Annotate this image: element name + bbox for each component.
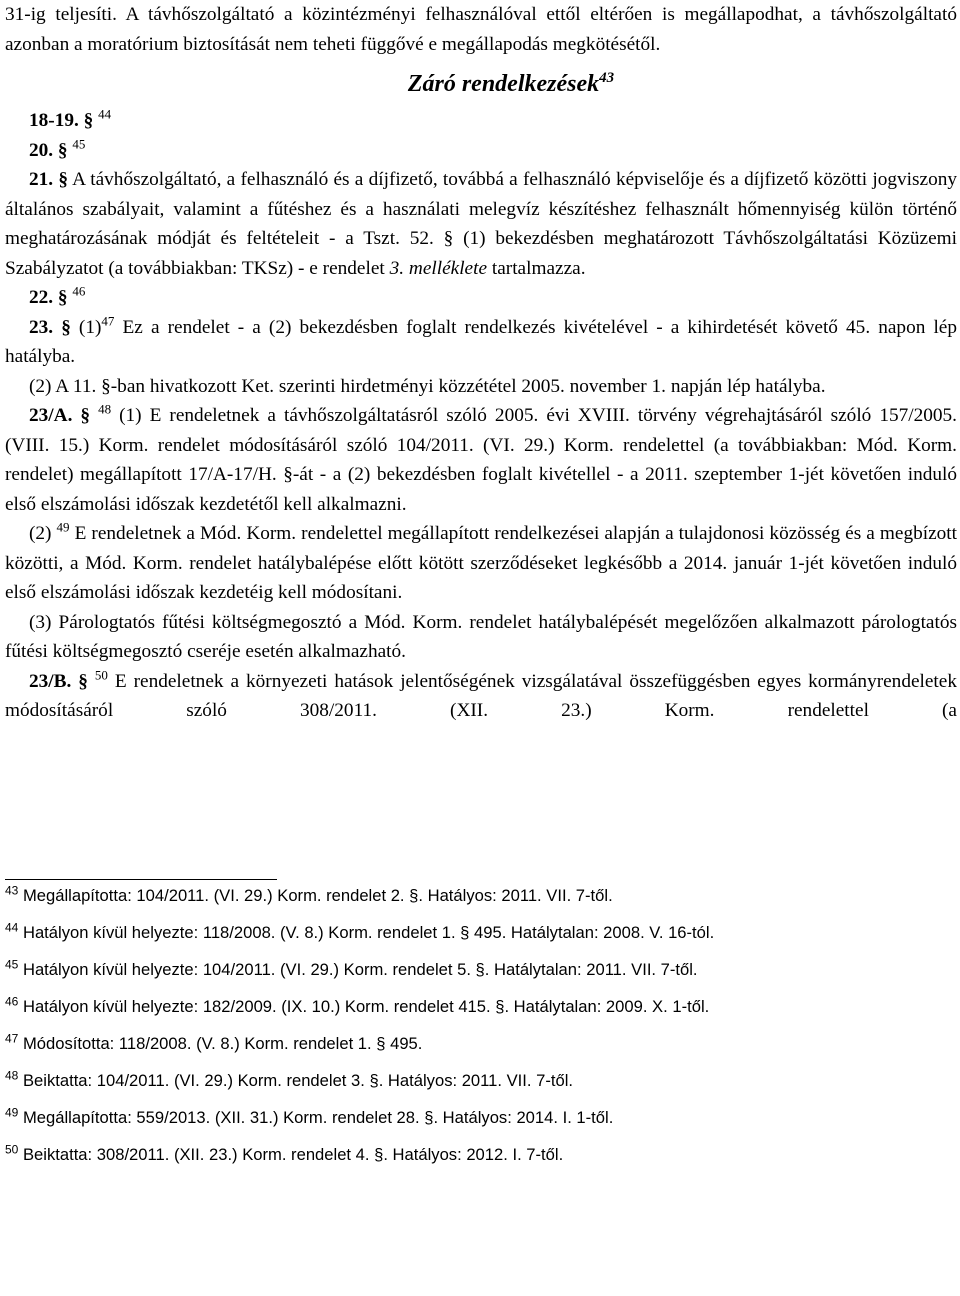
section-21 [5,165,957,283]
section-text-end: tartalmazza. [487,257,586,279]
footnote-number: 50 [5,1142,19,1157]
section-18-19 [5,106,957,136]
footnote-48 [5,1069,945,1092]
footnote-number: 45 [5,957,19,972]
footnote-49 [5,1106,945,1129]
section-number: 22. § [29,287,68,308]
paragraph-text: Ez a rendelet - a (2) bekezdésben foglalt rendelkezés kivételével - a kihirdetését követő 45. napon lép hatályba. [5,316,957,367]
footnote-text: Megállapította: 559/2013. (XII. 31.) Korm. rendelet 28. §. Hatályos: 2014. I. 1-től. [18,1108,614,1127]
footnote-text: Hatályon kívül helyezte: 118/2008. (V. 8.) Korm. rendelet 1. § 495. Hatálytalan: 2008. V. 16-tól. [18,923,715,942]
paragraph-number: (2) [29,523,52,544]
footnote-ref-45[interactable]: 45 [72,136,86,152]
section-23-par-2: (2) A 11. §-ban hivatkozott Ket. szerinti hirdetményi közzététel 2005. november 1. napján lép hatályba. [29,375,826,397]
section-23b [5,667,957,726]
section-number: 20. § [29,139,68,161]
footnote-ref-43[interactable]: 43 [599,70,615,86]
footnote-47 [5,1032,945,1055]
heading-text: Záró rendelkezések [407,71,600,97]
section-23-par-1 [5,313,957,372]
section-number: 18-19. § [29,110,94,131]
footnote-ref-47[interactable]: 47 [101,313,115,329]
section-number: 23/A. § [29,405,91,426]
footnote-ref-44[interactable]: 44 [98,106,112,122]
footnote-text: Beiktatta: 104/2011. (VI. 29.) Korm. rendelet 3. §. Hatályos: 2011. VII. 7-től. [18,1071,574,1090]
footnote-text: Hatályon kívül helyezte: 182/2009. (IX. 10.) Korm. rendelet 415. §. Hatálytalan: 2009. X. 1-től. [18,997,710,1016]
footnote-46 [5,995,945,1018]
footnote-text: Hatályon kívül helyezte: 104/2011. (VI. 29.) Korm. rendelet 5. §. Hatálytalan: 2011. VII. 7-től. [18,960,698,979]
footnote-number: 43 [5,883,19,898]
footnotes [5,884,945,1166]
footnote-number: 46 [5,994,19,1009]
footnote-text: Megállapította: 104/2011. (VI. 29.) Korm. rendelet 2. §. Hatályos: 2011. VII. 7-től. [18,886,613,905]
footnote-43 [5,884,945,907]
footnote-ref-48[interactable]: 48 [98,401,112,417]
section-text: E rendeletnek a környezeti hatások jelentőségének vizsgálatával összefüggésben egyes kormányrendeletek módosításáról szóló 308/2011. (XII. 23.) Korm. rendelettel (a [5,670,957,721]
footnote-number: 49 [5,1105,19,1120]
footnote-number: 47 [5,1031,19,1046]
paragraph-text: (1) E rendeletnek a távhőszolgáltatásról szóló 2005. évi XVIII. törvény végrehajtásáról szóló 157/2005. (VIII. 15.) Korm. rendelet módosításáról szóló 104/2011. (VI. 29.) Korm. rendelettel (a továbbiakban: Mód. Korm. rendelet) megállapított 17/A-17/H. §-át - a (2) bekezdésben foglalt kivétellel - a 2011. szeptember 1-jét követően induló első elszámolási időszak kezdetétől kell alkalmazni. [5,405,957,515]
section-number: 21. § [29,169,68,190]
section-23a-par-1 [5,401,957,519]
section-number: 23. § [29,316,71,338]
footnote-number: 44 [5,920,19,935]
footnote-50 [5,1143,945,1166]
section-22 [5,283,957,313]
body-text [5,0,957,726]
section-23a-par-2 [5,519,957,608]
footnote-ref-46[interactable]: 46 [72,283,86,299]
footnote-number: 48 [5,1068,19,1083]
footnote-separator [5,879,277,880]
footnote-ref-49[interactable]: 49 [56,519,70,535]
paragraph-number: (1) [70,316,102,338]
footnote-text: Beiktatta: 308/2011. (XII. 23.) Korm. rendelet 4. §. Hatályos: 2012. I. 7-től. [18,1145,564,1164]
section-text: A távhőszolgáltató, a felhasználó és a díjfizető, továbbá a felhasználó képviselője és a díjfizető közötti jogviszony általános szabályait, valamint a fűtéshez és a használati melegvíz készítéshez felhasznált hőmennyiség külön történő meghatározásának módját és feltételeit - a Tszt. 52. § (1) bekezdésben meghatározott Távhőszolgáltatási Közüzemi Szabályzatot (a továbbiakban: TKSz) - e rendelet [5,169,958,279]
section-20 [5,136,957,166]
footnote-ref-50[interactable]: 50 [94,667,108,683]
footnote-44 [5,921,945,944]
section-number: 23/B. § [29,670,88,692]
annex-word: melléklete [408,257,488,279]
footnote-45 [5,958,945,981]
section-23a-par-3: (3) Párologtatós fűtési költségmegosztó a Mód. Korm. rendelet hatálybalépését megelőzően alkalmazott párologtatós fűtési költségmegosztó cseréje esetén alkalmazható. [5,611,957,662]
annex-number: 3. [389,257,405,279]
paragraph-continuation: 31-ig teljesíti. A távhőszolgáltató a közintézményi felhasználóval ettől eltérően is megállapodhat, a távhőszolgáltató azonban a moratórium biztosítását nem teheti függővé e megállapodás megkötésétől. [5,4,957,55]
paragraph-text: E rendeletnek a Mód. Korm. rendelettel megállapított rendelkezései alapján a tulajdonosi közösség és a megbízott közötti, a Mód. Korm. rendelet hatálybalépése előtt kötött szerződéseket legkésőbb a 2014. január 1-jét követően induló első elszámolási időszak kezdetéig kell módosítani. [5,523,958,603]
section-heading [5,68,957,100]
footnote-text: Módosította: 118/2008. (V. 8.) Korm. rendelet 1. § 495. [18,1034,423,1053]
